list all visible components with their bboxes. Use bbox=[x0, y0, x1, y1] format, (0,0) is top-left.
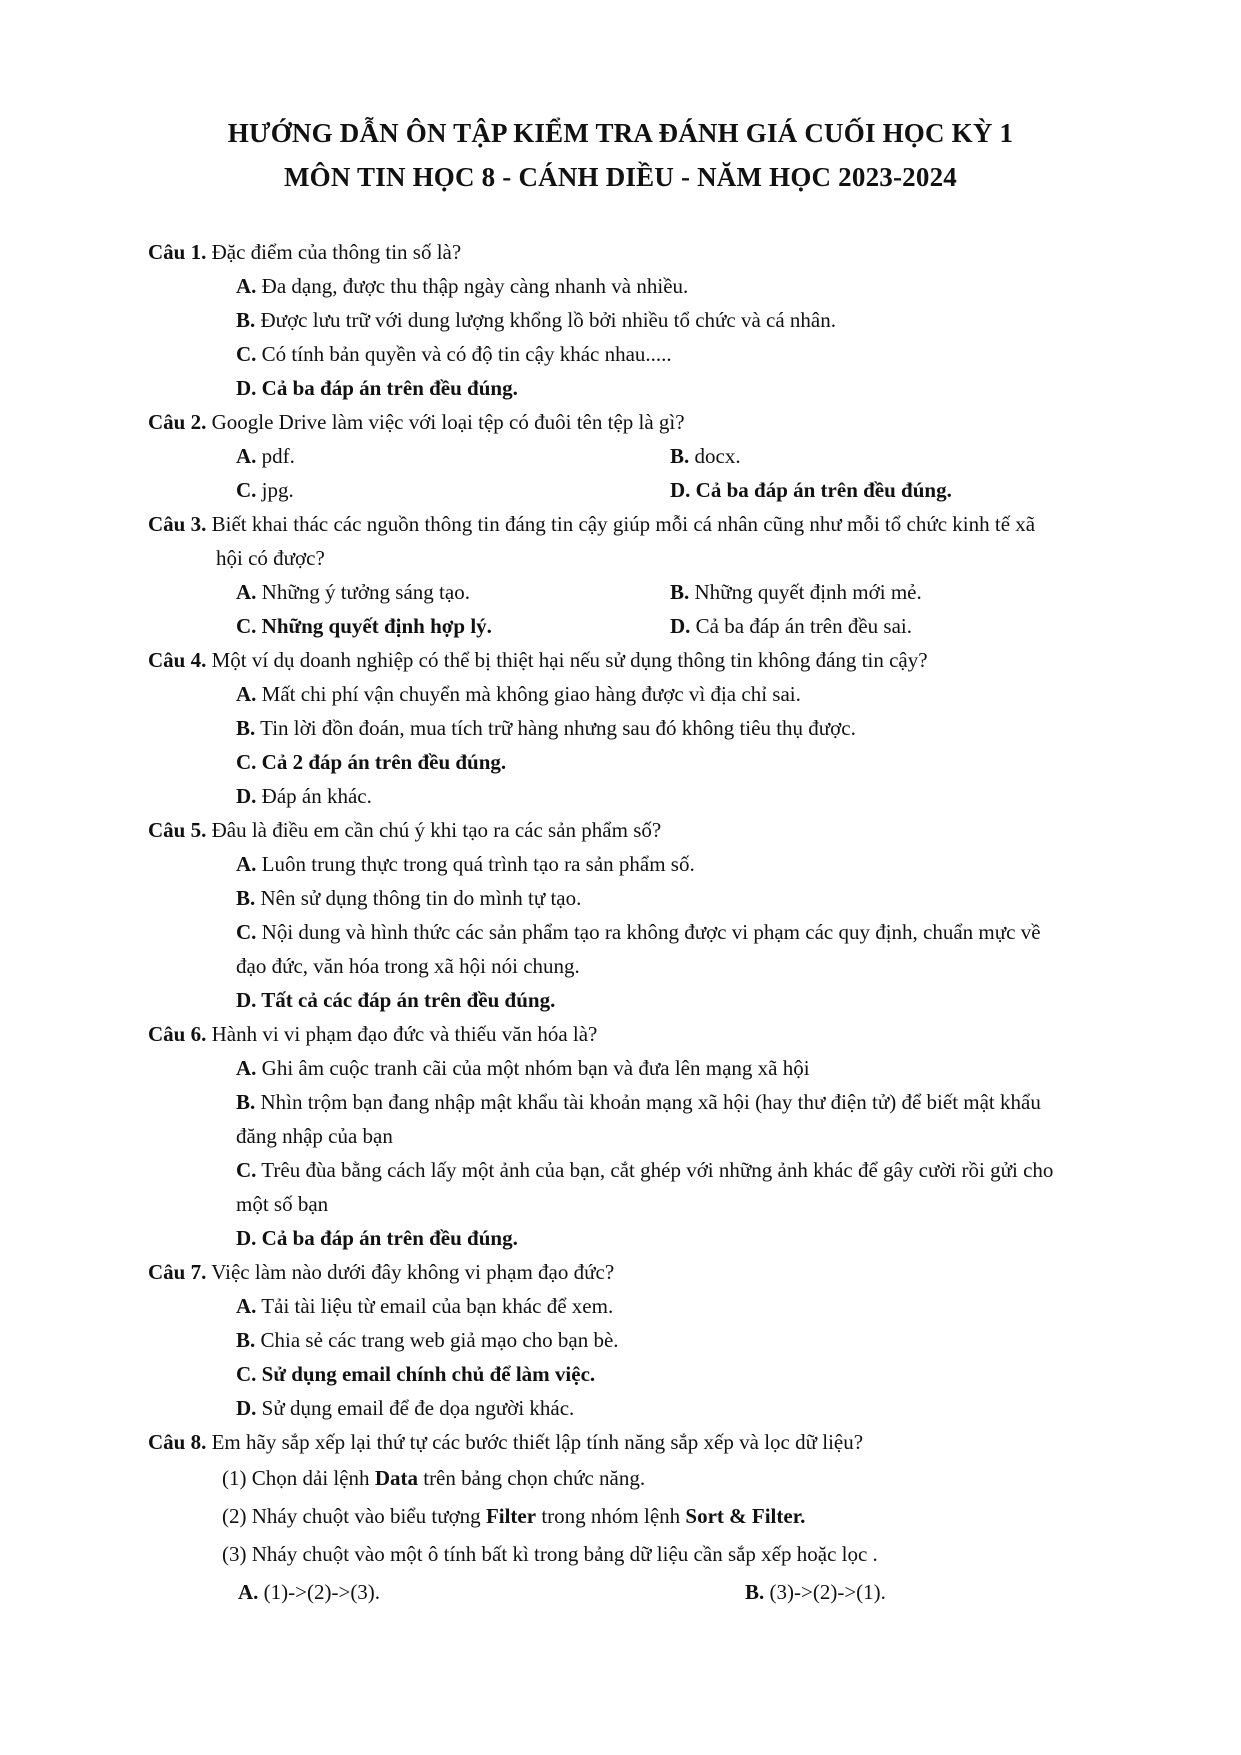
q5-option-d: D. Tất cả các đáp án trên đều đúng. bbox=[236, 988, 556, 1012]
q2-option-d: D. Cả ba đáp án trên đều đúng. bbox=[670, 478, 952, 502]
q5-option-b: B. Nên sử dụng thông tin do mình tự tạo. bbox=[236, 886, 582, 910]
q7-option-c: C. Sử dụng email chính chủ để làm việc. bbox=[236, 1362, 596, 1386]
q4-option-b: B. Tin lời đồn đoán, mua tích trữ hàng nhưng sau đó không tiêu thụ được. bbox=[236, 716, 856, 740]
q2-option-c: C. jpg. bbox=[236, 478, 294, 502]
q8-option-a: A. (1)->(2)->(3). bbox=[238, 1580, 381, 1604]
q4-option-d: D. Đáp án khác. bbox=[236, 784, 372, 808]
question-5: Câu 5. Đâu là điều em cần chú ý khi tạo ra các sản phẩm số? bbox=[148, 818, 662, 842]
question-6: Câu 6. Hành vi vi phạm đạo đức và thiếu văn hóa là? bbox=[148, 1022, 598, 1046]
question-1: Câu 1. Đặc điểm của thông tin số là? bbox=[148, 240, 462, 264]
q8-step-3: (3) Nháy chuột vào một ô tính bất kì trong bảng dữ liệu cần sắp xếp hoặc lọc . bbox=[222, 1542, 878, 1566]
q6-option-a: A. Ghi âm cuộc tranh cãi của một nhóm bạn và đưa lên mạng xã hội bbox=[236, 1056, 810, 1080]
q6-option-b-continued: đăng nhập của bạn bbox=[236, 1124, 393, 1148]
q8-step-1: (1) Chọn dải lệnh Data trên bảng chọn chức năng. bbox=[222, 1466, 646, 1490]
q1-option-c: C. Có tính bản quyền và có độ tin cậy khác nhau..... bbox=[236, 342, 672, 366]
q6-option-c: C. Trêu đùa bằng cách lấy một ảnh của bạn, cắt ghép với những ảnh khác để gây cười rồi gửi cho bbox=[236, 1158, 1054, 1182]
q3-option-d: D. Cả ba đáp án trên đều sai. bbox=[670, 614, 913, 638]
q7-option-a: A. Tải tài liệu từ email của bạn khác để xem. bbox=[236, 1294, 614, 1318]
question-3: Câu 3. Biết khai thác các nguồn thông tin đáng tin cậy giúp mỗi cá nhân cũng như mỗi tổ chức kinh tế xã bbox=[148, 512, 1036, 536]
q2-option-a: A. pdf. bbox=[236, 444, 295, 468]
q6-option-b: B. Nhìn trộm bạn đang nhập mật khẩu tài khoản mạng xã hội (hay thư điện tử) để biết mật khẩu bbox=[236, 1090, 1041, 1114]
question-7: Câu 7. Việc làm nào dưới đây không vi phạm đạo đức? bbox=[148, 1260, 615, 1284]
q4-option-c: C. Cả 2 đáp án trên đều đúng. bbox=[236, 750, 507, 774]
q1-option-b: B. Được lưu trữ với dung lượng khổng lồ bởi nhiều tổ chức và cá nhân. bbox=[236, 308, 836, 332]
q6-option-d: D. Cả ba đáp án trên đều đúng. bbox=[236, 1226, 518, 1250]
q1-option-d: D. Cả ba đáp án trên đều đúng. bbox=[236, 376, 518, 400]
q1-option-a: A. Đa dạng, được thu thập ngày càng nhanh và nhiều. bbox=[236, 274, 689, 298]
q3-option-c: C. Những quyết định hợp lý. bbox=[236, 614, 492, 638]
q8-option-b: B. (3)->(2)->(1). bbox=[745, 1580, 886, 1604]
question-8: Câu 8. Em hãy sắp xếp lại thứ tự các bước thiết lập tính năng sắp xếp và lọc dữ liệu? bbox=[148, 1430, 864, 1454]
doc-title-line-1: HƯỚNG DẪN ÔN TẬP KIỂM TRA ĐÁNH GIÁ CUỐI HỌC KỲ 1 bbox=[227, 118, 1014, 148]
q7-option-b: B. Chia sẻ các trang web giả mạo cho bạn bè. bbox=[236, 1328, 619, 1352]
q7-option-d: D. Sử dụng email để đe dọa người khác. bbox=[236, 1396, 575, 1420]
q5-option-c: C. Nội dung và hình thức các sản phẩm tạo ra không được vi phạm các quy định, chuẩn mực về bbox=[236, 920, 1041, 944]
question-4: Câu 4. Một ví dụ doanh nghiệp có thể bị thiệt hại nếu sử dụng thông tin không đáng tin cậy? bbox=[148, 648, 928, 672]
question-2: Câu 2. Google Drive làm việc với loại tệp có đuôi tên tệp là gì? bbox=[148, 410, 685, 434]
question-3-continued: hội có được? bbox=[216, 546, 325, 570]
q5-option-c-continued: đạo đức, văn hóa trong xã hội nói chung. bbox=[236, 954, 580, 978]
q3-option-a: A. Những ý tưởng sáng tạo. bbox=[236, 580, 470, 604]
q6-option-c-continued: một số bạn bbox=[236, 1192, 329, 1216]
q5-option-a: A. Luôn trung thực trong quá trình tạo ra sản phẩm số. bbox=[236, 852, 695, 876]
doc-title-line-2: MÔN TIN HỌC 8 - CÁNH DIỀU - NĂM HỌC 2023-2024 bbox=[284, 162, 957, 192]
q3-option-b: B. Những quyết định mới mẻ. bbox=[670, 580, 922, 604]
q8-step-2: (2) Nháy chuột vào biểu tượng Filter trong nhóm lệnh Sort & Filter. bbox=[222, 1504, 806, 1528]
q4-option-a: A. Mất chi phí vận chuyển mà không giao hàng được vì địa chỉ sai. bbox=[236, 682, 801, 706]
q2-option-b: B. docx. bbox=[670, 444, 741, 468]
